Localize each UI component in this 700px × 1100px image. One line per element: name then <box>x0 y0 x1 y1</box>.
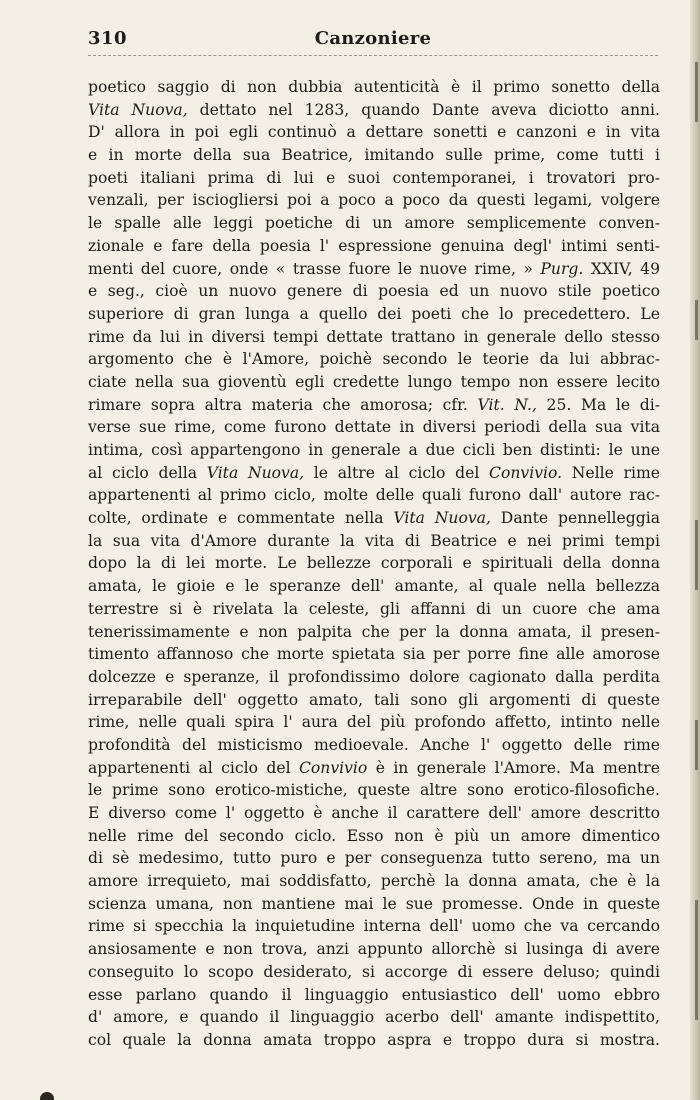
text-segment: amore irrequieto, mai soddisfatto, perchè la donna amata, che è la <box>88 872 660 891</box>
text-segment: rimare sopra altra materia che amorosa; cfr. <box>88 395 478 414</box>
page-edge <box>690 0 700 1100</box>
text-line <box>88 779 660 802</box>
text-segment: dolcezze e speranze, il profondissimo dolore cagionato dalla perdita <box>88 667 660 686</box>
text-line <box>88 439 660 462</box>
text-line <box>88 1029 660 1052</box>
text-line <box>88 643 660 666</box>
text-segment: 25. Ma le di- <box>536 395 660 414</box>
text-segment: e seg., cioè un nuovo genere di poesia ed un nuovo stile poetico <box>88 282 660 301</box>
edge-mark <box>695 520 698 590</box>
text-segment: verse sue rime, come furono dettate in diversi periodi della sua vita <box>88 418 660 437</box>
text-segment: la sua vita d'Amore durante la vita di Beatrice e nei primi tempi <box>88 531 660 550</box>
text-segment: nelle rime del secondo ciclo. Esso non è più un amore dimentico <box>88 826 660 845</box>
text-segment: intima, così appartengono in generale a due cicli ben distinti: le une <box>88 441 660 459</box>
text-segment: rime, nelle quali spira l' aura del più profondo affetto, intinto nelle <box>88 713 660 732</box>
text-segment: timento affannoso che morte spietata sia per porre fine alle amorose <box>88 645 660 664</box>
text-line <box>88 893 660 916</box>
text-line <box>88 552 660 575</box>
running-title: Canzoniere <box>314 28 432 49</box>
text-line <box>88 734 660 757</box>
text-line <box>88 711 660 734</box>
text-segment: Nelle rime <box>562 463 660 482</box>
text-line <box>88 938 660 961</box>
edge-mark <box>695 900 698 1020</box>
page-header <box>88 26 658 52</box>
text-segment: terrestre si è rivelata la celeste, gli affanni di un cuore che ama <box>88 599 660 618</box>
text-segment: menti del cuore, onde « trasse fuore le nuove rime, » <box>88 259 541 278</box>
text-line <box>88 507 660 530</box>
text-line <box>88 189 660 212</box>
edge-mark <box>695 720 698 770</box>
text-line <box>88 598 660 621</box>
text-segment: E diverso come l' oggetto è anche il carattere dell' amore descritto <box>88 804 660 822</box>
italic-title: Vita Nuova, <box>88 100 188 119</box>
edge-mark <box>695 62 698 122</box>
italic-title: Convivio <box>298 758 368 777</box>
text-line <box>88 621 660 644</box>
text-segment: irreparabile dell' oggetto amato, tali sono gli argomenti di queste <box>88 690 660 709</box>
text-line <box>88 689 660 712</box>
text-segment: scienza umana, non mantiene mai le sue promesse. Onde in queste <box>88 894 660 913</box>
text-segment: amata, le gioie e le speranze dell' amante, al quale nella bellezza <box>88 577 660 596</box>
text-segment: zionale e fare della poesia l' espressione genuina degl' intimi senti- <box>88 236 660 255</box>
text-line <box>88 802 660 825</box>
text-line <box>88 870 660 893</box>
text-segment: appartenenti al primo ciclo, molte delle quali furono dall' autore rac- <box>88 486 660 505</box>
text-line <box>88 121 660 144</box>
text-line <box>88 303 660 326</box>
text-line <box>88 530 660 553</box>
text-line <box>88 847 660 870</box>
italic-title: Convivio. <box>489 463 563 482</box>
text-segment: dettato nel 1283, quando Dante aveva diciotto anni. <box>187 100 660 119</box>
text-line <box>88 167 660 190</box>
text-segment: poetico saggio di non dubbia autenticità è il primo sonetto della <box>88 78 660 96</box>
text-segment: ansiosamente e non trova, anzi appunto allorchè si lusinga di avere <box>88 940 660 959</box>
text-segment: dopo la di lei morte. Le bellezze corporali e spirituali della donna <box>88 554 660 573</box>
text-segment: appartenenti al ciclo del <box>88 758 299 777</box>
text-segment: ciate nella sua gioventù egli credette lungo tempo non essere lecito <box>88 372 660 391</box>
text-line <box>88 825 660 848</box>
text-segment: rime da lui in diversi tempi dettate trattano in generale dello stesso <box>88 327 660 346</box>
text-line <box>88 416 660 439</box>
header-rule <box>88 55 658 56</box>
text-line <box>88 575 660 598</box>
text-segment: XXIV, 49 <box>583 259 660 278</box>
text-segment: rime si specchia la inquietudine interna dell' uomo che va cercando <box>88 917 660 936</box>
text-segment: al ciclo della <box>88 463 207 482</box>
text-segment: esse parlano quando il linguaggio entusiastico dell' uomo ebbro <box>88 985 660 1004</box>
edge-mark <box>695 300 698 340</box>
italic-title: Vita Nuova, <box>393 509 491 528</box>
text-line <box>88 757 660 780</box>
text-line <box>88 371 660 394</box>
text-segment: poeti italiani prima di lui e suoi contemporanei, i trovatori pro- <box>88 168 660 187</box>
text-line <box>88 484 660 507</box>
text-line <box>88 76 660 99</box>
italic-title: Purg. <box>540 259 584 278</box>
text-segment: d' amore, e quando il linguaggio acerbo dell' amante indispettito, <box>88 1008 660 1027</box>
text-segment: tenerissimamente e non palpita che per la donna amata, il presen- <box>88 622 660 641</box>
italic-title: Vita Nuova, <box>206 463 305 482</box>
text-segment: le altre al ciclo del <box>304 463 490 482</box>
text-segment: venzali, per isciogliersi poi a poco a poco da questi legami, volgere <box>88 191 660 210</box>
text-line <box>88 348 660 371</box>
text-line <box>88 212 660 235</box>
text-line <box>88 915 660 938</box>
text-segment: è in generale l'Amore. Ma mentre <box>367 758 660 777</box>
text-line <box>88 326 660 349</box>
text-segment: colte, ordinate e commentate nella <box>88 509 394 528</box>
text-line <box>88 961 660 984</box>
text-line <box>88 462 660 485</box>
ink-smudge <box>40 1092 54 1100</box>
text-line <box>88 258 660 281</box>
text-segment: e in morte della sua Beatrice, imitando sulle prime, come tutti i <box>88 146 660 165</box>
italic-title: Vit. N., <box>477 395 537 414</box>
text-line <box>88 394 660 417</box>
text-segment: Dante pennelleggia <box>490 509 660 528</box>
text-segment: col quale la donna amata troppo aspra e troppo dura si mostra. <box>88 1030 660 1049</box>
text-segment: D' allora in poi egli continuò a dettare sonetti e canzoni e in vita <box>88 123 660 142</box>
text-line <box>88 984 660 1007</box>
text-segment: argomento che è l'Amore, poichè secondo le teorie da lui abbrac- <box>88 350 660 369</box>
text-line <box>88 235 660 258</box>
text-line <box>88 666 660 689</box>
text-segment: conseguito lo scopo desiderato, si accorge di essere deluso; quindi <box>88 962 660 981</box>
text-segment: superiore di gran lunga a quello dei poeti che lo precedettero. Le <box>88 304 660 323</box>
text-segment: le prime sono erotico-mistiche, queste altre sono erotico-filosofiche. <box>88 781 660 800</box>
text-line <box>88 280 660 303</box>
text-segment: le spalle alle leggi poetiche di un amore semplicemente conven- <box>88 214 660 233</box>
text-line <box>88 1006 660 1029</box>
text-line <box>88 144 660 167</box>
page-number: 310 <box>88 28 128 49</box>
text-segment: profondità del misticismo medioevale. Anche l' oggetto delle rime <box>88 735 660 754</box>
text-line <box>88 99 660 122</box>
body-text <box>88 76 660 1052</box>
text-segment: di sè medesimo, tutto puro e per conseguenza tutto sereno, ma un <box>88 849 660 868</box>
